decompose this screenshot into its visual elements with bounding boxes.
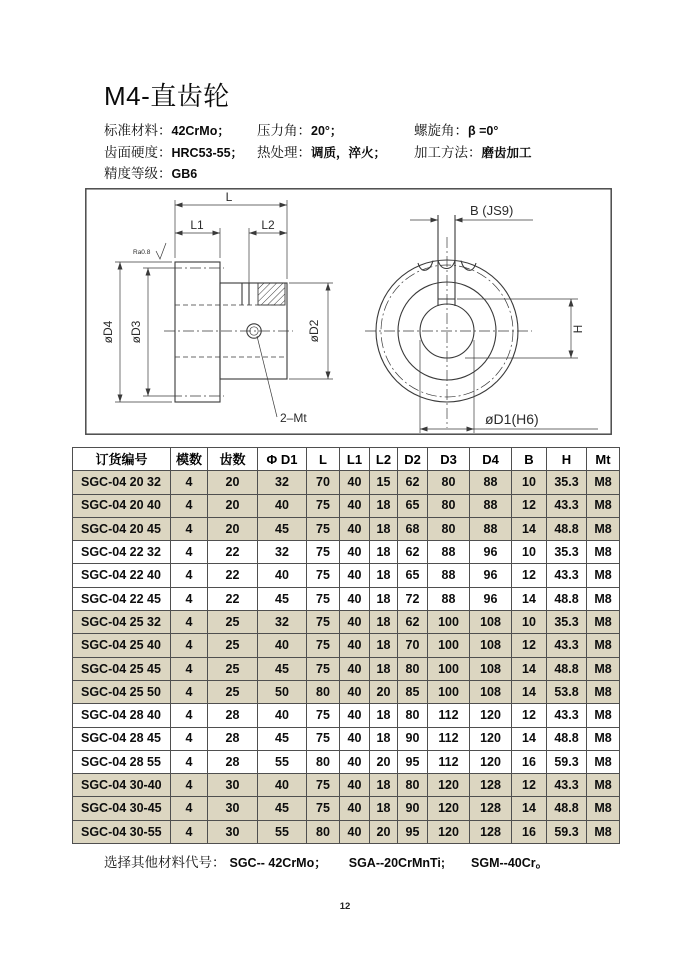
order-code-cell: SGC-04 30-40 [73, 774, 171, 797]
data-cell: 45 [258, 727, 307, 750]
data-cell: 28 [208, 727, 258, 750]
data-cell: 120 [470, 750, 512, 773]
table-row [73, 680, 620, 703]
data-cell: 75 [307, 611, 340, 634]
order-code-cell: SGC-04 25 32 [73, 611, 171, 634]
data-cell: 18 [370, 727, 398, 750]
dimension-label-b: B (JS9) [470, 203, 514, 218]
data-cell: 96 [470, 564, 512, 587]
data-cell: 18 [370, 517, 398, 540]
drawing-frame [86, 189, 611, 434]
data-cell: 18 [370, 564, 398, 587]
data-cell: 18 [370, 657, 398, 680]
data-cell: 40 [340, 774, 370, 797]
spec-block [104, 119, 624, 184]
column-header: L2 [370, 448, 398, 471]
data-cell: 80 [428, 517, 470, 540]
spec-value: 42CrMo； [171, 124, 230, 138]
data-cell: M8 [587, 517, 620, 540]
data-cell: 20 [370, 750, 398, 773]
data-cell: 22 [208, 587, 258, 610]
data-cell: 40 [340, 471, 370, 494]
data-cell: 10 [512, 541, 547, 564]
data-cell: 80 [307, 820, 340, 843]
data-cell: 43.3 [547, 564, 587, 587]
data-cell: 18 [370, 634, 398, 657]
table-body [73, 471, 620, 844]
spec-pressure-angle [257, 119, 342, 140]
data-cell: 100 [428, 657, 470, 680]
data-cell: 4 [171, 471, 208, 494]
data-cell: 48.8 [547, 587, 587, 610]
data-cell: 50 [258, 680, 307, 703]
data-cell: 48.8 [547, 797, 587, 820]
data-cell: 40 [340, 587, 370, 610]
material-code-sgm: SGM--40Cr。 [471, 856, 549, 870]
material-note-label: 选择其他材料代号： [104, 855, 226, 870]
material-note [104, 851, 548, 872]
data-cell: 40 [340, 750, 370, 773]
column-header: Φ D1 [258, 448, 307, 471]
table-row [73, 774, 620, 797]
data-cell: M8 [587, 611, 620, 634]
data-cell: 4 [171, 797, 208, 820]
dimension-label-d1: øD1(H6) [485, 411, 539, 427]
header-row [73, 448, 620, 471]
data-cell: 112 [428, 750, 470, 773]
table-row [73, 517, 620, 540]
data-cell: 80 [398, 774, 428, 797]
dimension-label-h: H [571, 324, 585, 334]
data-cell: 30 [208, 797, 258, 820]
data-cell: 75 [307, 517, 340, 540]
data-cell: 4 [171, 564, 208, 587]
data-cell: 4 [171, 750, 208, 773]
spec-table [72, 447, 620, 844]
data-cell: 25 [208, 657, 258, 680]
page-title: M4-直齿轮 [104, 81, 230, 111]
data-cell: M8 [587, 587, 620, 610]
data-cell: 40 [258, 634, 307, 657]
data-cell: 14 [512, 727, 547, 750]
data-cell: 55 [258, 750, 307, 773]
order-code-cell: SGC-04 28 45 [73, 727, 171, 750]
order-code-cell: SGC-04 25 40 [73, 634, 171, 657]
data-cell: 32 [258, 541, 307, 564]
spec-value: 20°； [311, 124, 343, 138]
data-cell: 4 [171, 541, 208, 564]
data-cell: 112 [428, 727, 470, 750]
data-cell: 14 [512, 657, 547, 680]
data-cell: 75 [307, 634, 340, 657]
data-cell: 75 [307, 797, 340, 820]
column-header: D4 [470, 448, 512, 471]
data-cell: 85 [398, 680, 428, 703]
table-row [73, 587, 620, 610]
data-cell: 80 [398, 657, 428, 680]
table-row [73, 750, 620, 773]
data-cell: 80 [307, 680, 340, 703]
data-cell: 95 [398, 820, 428, 843]
data-cell: 108 [470, 634, 512, 657]
data-cell: 59.3 [547, 820, 587, 843]
spec-label: 齿面硬度： [104, 144, 172, 160]
data-cell: 112 [428, 704, 470, 727]
data-cell: 100 [428, 611, 470, 634]
data-cell: 96 [470, 587, 512, 610]
page-number: 12 [339, 901, 351, 912]
table-row [73, 471, 620, 494]
data-cell: 14 [512, 797, 547, 820]
data-cell: 4 [171, 611, 208, 634]
data-cell: 18 [370, 541, 398, 564]
spec-precision-grade [104, 162, 197, 183]
data-cell: 20 [208, 494, 258, 517]
data-cell: 88 [428, 564, 470, 587]
data-cell: 45 [258, 657, 307, 680]
column-header: D3 [428, 448, 470, 471]
data-cell: 40 [258, 704, 307, 727]
data-cell: 80 [307, 750, 340, 773]
data-cell: 40 [340, 820, 370, 843]
data-cell: 30 [208, 820, 258, 843]
spec-label: 加工方法： [414, 144, 482, 160]
technical-drawing [85, 188, 612, 435]
table-head [73, 448, 620, 471]
spec-label: 标准材料： [104, 123, 172, 138]
data-cell: M8 [587, 564, 620, 587]
data-cell: 48.8 [547, 517, 587, 540]
data-cell: 75 [307, 541, 340, 564]
spec-value: 磨齿加工 [481, 145, 532, 160]
data-cell: 4 [171, 634, 208, 657]
table-row [73, 727, 620, 750]
data-cell: 16 [512, 820, 547, 843]
data-cell: 40 [340, 541, 370, 564]
data-cell: 75 [307, 727, 340, 750]
data-cell: 14 [512, 680, 547, 703]
data-cell: 53.8 [547, 680, 587, 703]
data-cell: 88 [470, 494, 512, 517]
data-cell: 88 [428, 541, 470, 564]
data-cell: 120 [428, 820, 470, 843]
data-cell: 18 [370, 797, 398, 820]
data-cell: 35.3 [547, 611, 587, 634]
data-cell: 108 [470, 611, 512, 634]
material-code-sga: SGA--20CrMnTi; [348, 856, 446, 870]
column-header: L [307, 448, 340, 471]
data-cell: 100 [428, 680, 470, 703]
data-cell: 20 [370, 680, 398, 703]
spec-heat-treatment [257, 141, 386, 162]
data-cell: M8 [587, 750, 620, 773]
data-cell: 4 [171, 657, 208, 680]
data-cell: 40 [340, 564, 370, 587]
data-cell: 18 [370, 494, 398, 517]
order-code-cell: SGC-04 28 40 [73, 704, 171, 727]
spec-line-1 [104, 119, 624, 141]
data-cell: 12 [512, 774, 547, 797]
data-cell: M8 [587, 541, 620, 564]
order-code-cell: SGC-04 20 45 [73, 517, 171, 540]
data-cell: 75 [307, 494, 340, 517]
data-cell: 120 [470, 704, 512, 727]
data-cell: 10 [512, 471, 547, 494]
table-row [73, 564, 620, 587]
data-cell: 18 [370, 774, 398, 797]
spec-line-2 [104, 141, 624, 163]
table-row [73, 820, 620, 843]
data-cell: 88 [470, 517, 512, 540]
data-cell: 108 [470, 657, 512, 680]
data-cell: 32 [258, 471, 307, 494]
data-cell: 75 [307, 704, 340, 727]
data-cell: 18 [370, 587, 398, 610]
column-header: 模数 [171, 448, 208, 471]
spec-helix-angle [414, 119, 498, 140]
dimension-label-L1: L1 [190, 218, 204, 232]
data-cell: 40 [340, 680, 370, 703]
data-cell: 128 [470, 797, 512, 820]
data-cell: 88 [428, 587, 470, 610]
data-cell: 120 [470, 727, 512, 750]
data-cell: 95 [398, 750, 428, 773]
data-cell: 25 [208, 680, 258, 703]
data-cell: 40 [340, 611, 370, 634]
data-cell: 40 [258, 564, 307, 587]
data-cell: 40 [340, 797, 370, 820]
column-header: 订货编号 [73, 448, 171, 471]
data-cell: 45 [258, 517, 307, 540]
data-cell: 80 [428, 471, 470, 494]
data-cell: 108 [470, 680, 512, 703]
data-cell: 45 [258, 797, 307, 820]
data-cell: M8 [587, 727, 620, 750]
data-cell: 120 [428, 774, 470, 797]
order-code-cell: SGC-04 28 55 [73, 750, 171, 773]
data-cell: 12 [512, 494, 547, 517]
data-cell: 68 [398, 517, 428, 540]
data-cell: 48.8 [547, 727, 587, 750]
data-cell: 62 [398, 611, 428, 634]
data-cell: 22 [208, 564, 258, 587]
data-cell: 70 [398, 634, 428, 657]
data-cell: 20 [370, 820, 398, 843]
data-cell: 32 [258, 611, 307, 634]
data-cell: 4 [171, 727, 208, 750]
column-header: 齿数 [208, 448, 258, 471]
data-cell: 4 [171, 774, 208, 797]
column-header: B [512, 448, 547, 471]
data-cell: 62 [398, 471, 428, 494]
data-cell: M8 [587, 774, 620, 797]
dimension-label-d3: øD3 [129, 320, 143, 344]
data-cell: 20 [208, 517, 258, 540]
dimension-label-d2: øD2 [307, 319, 321, 343]
table-row [73, 611, 620, 634]
column-header: Mt [587, 448, 620, 471]
data-cell: 43.3 [547, 634, 587, 657]
data-cell: 100 [428, 634, 470, 657]
table-row [73, 634, 620, 657]
data-cell: 72 [398, 587, 428, 610]
data-cell: 22 [208, 541, 258, 564]
data-cell: 62 [398, 541, 428, 564]
data-cell: 80 [428, 494, 470, 517]
data-cell: 12 [512, 564, 547, 587]
data-cell: M8 [587, 680, 620, 703]
order-code-cell: SGC-04 30-55 [73, 820, 171, 843]
data-cell: M8 [587, 797, 620, 820]
spec-value: HRC53-55； [171, 145, 244, 160]
column-header: L1 [340, 448, 370, 471]
data-cell: 120 [428, 797, 470, 820]
data-cell: M8 [587, 820, 620, 843]
data-cell: 96 [470, 541, 512, 564]
data-cell: 4 [171, 820, 208, 843]
data-cell: 75 [307, 657, 340, 680]
spec-label: 热处理： [257, 144, 311, 160]
order-code-cell: SGC-04 22 32 [73, 541, 171, 564]
data-cell: 40 [258, 774, 307, 797]
data-cell: 40 [340, 517, 370, 540]
data-cell: 128 [470, 774, 512, 797]
column-header: D2 [398, 448, 428, 471]
table-row [73, 704, 620, 727]
table-row [73, 657, 620, 680]
order-code-cell: SGC-04 22 40 [73, 564, 171, 587]
spec-label: 压力角： [257, 123, 311, 138]
spec-label: 精度等级： [104, 166, 172, 181]
material-code-sgc: SGC-- 42CrMo； [229, 856, 327, 870]
data-cell: 48.8 [547, 657, 587, 680]
data-cell: 75 [307, 564, 340, 587]
dimension-label-L: L [225, 190, 233, 204]
data-cell: 12 [512, 704, 547, 727]
data-cell: 43.3 [547, 774, 587, 797]
data-cell: 18 [370, 704, 398, 727]
data-cell: 70 [307, 471, 340, 494]
data-cell: 40 [340, 657, 370, 680]
spec-tooth-hardness [104, 141, 243, 162]
order-code-cell: SGC-04 30-45 [73, 797, 171, 820]
data-cell: 43.3 [547, 704, 587, 727]
data-cell: 88 [470, 471, 512, 494]
data-cell: 12 [512, 634, 547, 657]
data-cell: 20 [208, 471, 258, 494]
order-code-cell: SGC-04 25 45 [73, 657, 171, 680]
data-cell: 28 [208, 704, 258, 727]
data-cell: M8 [587, 471, 620, 494]
data-cell: 28 [208, 750, 258, 773]
data-cell: 4 [171, 494, 208, 517]
data-cell: 65 [398, 564, 428, 587]
right-view [365, 203, 598, 433]
data-cell: M8 [587, 704, 620, 727]
table-row [73, 797, 620, 820]
spec-label: 螺旋角： [414, 123, 468, 138]
data-cell: 4 [171, 587, 208, 610]
data-cell: 40 [340, 727, 370, 750]
data-cell: 40 [340, 704, 370, 727]
table-row [73, 541, 620, 564]
left-view [101, 190, 333, 425]
roughness-label: Ra0.8 [133, 249, 151, 256]
data-cell: 15 [370, 471, 398, 494]
spec-value: 调质，淬火； [311, 145, 387, 160]
data-cell: 45 [258, 587, 307, 610]
spec-value: β =0° [468, 124, 499, 138]
order-code-cell: SGC-04 20 32 [73, 471, 171, 494]
data-cell: 10 [512, 611, 547, 634]
spec-value: GB6 [171, 167, 198, 181]
spec-machining-method [414, 141, 532, 162]
data-cell: 75 [307, 587, 340, 610]
data-cell: 65 [398, 494, 428, 517]
data-cell: 4 [171, 704, 208, 727]
data-cell: 55 [258, 820, 307, 843]
dimension-label-2mt: 2–Mt [280, 411, 307, 425]
dimension-label-d4: øD4 [101, 320, 115, 344]
data-cell: 4 [171, 517, 208, 540]
spec-line-3 [104, 162, 624, 184]
data-cell: 40 [258, 494, 307, 517]
data-cell: M8 [587, 634, 620, 657]
data-cell: 25 [208, 611, 258, 634]
data-cell: 80 [398, 704, 428, 727]
order-code-cell: SGC-04 20 40 [73, 494, 171, 517]
data-cell: 4 [171, 680, 208, 703]
data-cell: 16 [512, 750, 547, 773]
order-code-cell: SGC-04 25 50 [73, 680, 171, 703]
data-cell: 40 [340, 494, 370, 517]
data-cell: M8 [587, 657, 620, 680]
data-cell: 14 [512, 587, 547, 610]
data-cell: 40 [340, 634, 370, 657]
data-cell: 59.3 [547, 750, 587, 773]
data-cell: 14 [512, 517, 547, 540]
order-code-cell: SGC-04 22 45 [73, 587, 171, 610]
column-header: H [547, 448, 587, 471]
data-cell: 30 [208, 774, 258, 797]
data-cell: 25 [208, 634, 258, 657]
data-cell: 43.3 [547, 494, 587, 517]
data-cell: 18 [370, 611, 398, 634]
data-cell: 35.3 [547, 541, 587, 564]
data-cell: 75 [307, 774, 340, 797]
table-row [73, 494, 620, 517]
spec-standard-material [104, 119, 230, 140]
dimension-label-L2: L2 [261, 218, 275, 232]
data-cell: 35.3 [547, 471, 587, 494]
data-cell: M8 [587, 494, 620, 517]
data-cell: 128 [470, 820, 512, 843]
data-cell: 90 [398, 727, 428, 750]
data-cell: 90 [398, 797, 428, 820]
